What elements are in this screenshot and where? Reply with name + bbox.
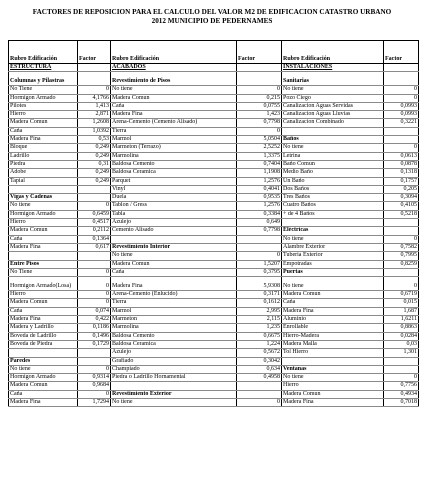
cell-factor-instalaciones: 0 — [384, 86, 419, 94]
cell-factor-estructura — [78, 72, 111, 86]
cell-factor-acabados — [237, 235, 282, 243]
cell-rubro-instalaciones: Canalizacion Aguas Servidas — [282, 102, 384, 110]
cell-rubro-instalaciones: Baño Comun — [282, 160, 384, 168]
cell-rubro-estructura: Caña — [9, 307, 78, 315]
section-heading-rubro-instalaciones: Eléctricas — [282, 227, 384, 235]
cell-rubro-estructura: No Tiene — [9, 268, 78, 276]
table-row — [9, 398, 419, 406]
section-heading-rubro-acabados: Revestimiento de Pisos — [111, 72, 237, 86]
cell-rubro-estructura: Hierro — [9, 111, 78, 119]
table-row — [9, 144, 419, 152]
cell-rubro-acabados: Azulejo — [111, 219, 237, 227]
table-row — [9, 152, 419, 160]
cell-rubro-acabados: Piedra o Ladrillo Hornamental — [111, 374, 237, 382]
cell-factor-instalaciones: 0,7018 — [384, 398, 419, 406]
cell-factor-instalaciones: 0,3221 — [384, 119, 419, 127]
cell-factor-estructura: 0,422 — [78, 316, 111, 324]
section-heading-rubro-estructura: Columnas y Pilastras — [9, 72, 78, 86]
cell-rubro-estructura — [9, 185, 78, 193]
cell-factor-acabados: 0,3042 — [237, 357, 282, 365]
cell-rubro-instalaciones: Hierro — [282, 382, 384, 390]
cell-factor-estructura: 2,871 — [78, 111, 111, 119]
table-row — [9, 316, 419, 324]
section-heading-rubro-estructura: Paredes — [9, 357, 78, 365]
cell-rubro-estructura: Madera Comun — [9, 382, 78, 390]
cell-factor-acabados: 0,3795 — [237, 268, 282, 276]
cell-rubro-acabados: Tierra — [111, 127, 237, 135]
table-row — [9, 252, 419, 260]
cell-factor-acabados: 0,4958 — [237, 374, 282, 382]
cell-factor-instalaciones: 0,7995 — [384, 252, 419, 260]
table-row — [9, 291, 419, 299]
table-row — [9, 365, 419, 373]
cell-factor-instalaciones: 0,0284 — [384, 332, 419, 340]
cell-factor-estructura — [78, 260, 111, 268]
cell-rubro-instalaciones: Alambre Exterior — [282, 243, 384, 251]
cell-rubro-acabados: Caña — [111, 102, 237, 110]
cell-factor-instalaciones: 0,1318 — [384, 169, 419, 177]
cell-factor-acabados: 0,7798 — [237, 227, 282, 235]
table-row — [9, 111, 419, 119]
cell-factor-estructura: 1,413 — [78, 102, 111, 110]
table-row — [9, 72, 419, 86]
cell-factor-estructura: 0,9684 — [78, 382, 111, 390]
cell-rubro-estructura: Boveda de Piedra — [9, 340, 78, 348]
cell-factor-acabados: 0,0755 — [237, 102, 282, 110]
cell-rubro-instalaciones: Un Baño — [282, 177, 384, 185]
cell-rubro-acabados: No tiene — [111, 398, 237, 406]
cell-rubro-acabados: Marmol — [111, 307, 237, 315]
cell-factor-instalaciones — [384, 136, 419, 144]
cell-rubro-acabados: Azulejo — [111, 349, 237, 357]
document-title-line-2: 2012 MUNICIPIO DE PEDERNAMES — [151, 17, 273, 25]
cell-factor-estructura: 0,6459 — [78, 210, 111, 218]
cell-rubro-instalaciones: Madera Comun — [282, 390, 384, 398]
table-row — [9, 260, 419, 268]
cell-factor-instalaciones: 0,1757 — [384, 177, 419, 185]
cell-factor-acabados: 1,423 — [237, 111, 282, 119]
cell-factor-estructura — [78, 194, 111, 202]
cell-factor-acabados: 0,4041 — [237, 185, 282, 193]
cell-rubro-instalaciones: No tiene — [282, 235, 384, 243]
table-row — [9, 332, 419, 340]
table-row — [9, 357, 419, 365]
cell-rubro-estructura: Madera Comun — [9, 227, 78, 235]
cell-factor-instalaciones: 0,0878 — [384, 160, 419, 168]
cell-factor-instalaciones: 0 — [384, 144, 419, 152]
cell-factor-acabados — [237, 64, 282, 72]
cell-rubro-estructura: Caña — [9, 235, 78, 243]
section-heading-rubro-acabados: Revestimiento Interior — [111, 243, 237, 251]
cell-rubro-acabados: Caña — [111, 268, 237, 276]
cell-factor-estructura: 0,074 — [78, 307, 111, 315]
cell-factor-acabados: 0,3171 — [237, 291, 282, 299]
table-header-row — [9, 41, 419, 64]
cell-rubro-estructura: Tapial — [9, 177, 78, 185]
cell-rubro-instalaciones: Caña — [282, 299, 384, 307]
cell-factor-instalaciones — [384, 268, 419, 276]
cell-rubro-instalaciones: + de 4 Baños — [282, 210, 384, 218]
cell-factor-estructura: 0,249 — [78, 169, 111, 177]
cell-factor-estructura — [78, 185, 111, 193]
cell-factor-acabados: 0,3384 — [237, 210, 282, 218]
cell-rubro-estructura: Ladrillo — [9, 152, 78, 160]
cell-rubro-estructura: No Tiene — [9, 86, 78, 94]
table-row — [9, 202, 419, 210]
table-row — [9, 119, 419, 127]
header-rubro-acabados: Rubro Edificación — [111, 41, 237, 64]
cell-rubro-estructura: Bloque — [9, 144, 78, 152]
cell-factor-acabados: 2,995 — [237, 307, 282, 315]
cell-rubro-acabados: Madera Comun — [111, 260, 237, 268]
table-row — [9, 349, 419, 357]
cell-rubro-estructura: No tiene — [9, 202, 78, 210]
table-row — [9, 194, 419, 202]
cell-rubro-acabados: Madera Comun — [111, 94, 237, 102]
cell-factor-instalaciones: 0 — [384, 277, 419, 291]
cell-rubro-estructura: Madera Fina — [9, 243, 78, 251]
cell-factor-acabados: 2,115 — [237, 316, 282, 324]
cell-factor-acabados: 5,0504 — [237, 136, 282, 144]
cell-factor-acabados: 1,224 — [237, 340, 282, 348]
cell-rubro-acabados: Baldosa Cemento — [111, 332, 237, 340]
table-row — [9, 177, 419, 185]
cell-factor-estructura: 1,2608 — [78, 119, 111, 127]
cell-rubro-estructura: Madera Fina — [9, 398, 78, 406]
cell-rubro-instalaciones: Madera Fina — [282, 398, 384, 406]
cell-rubro-acabados: Tablon / Gress — [111, 202, 237, 210]
cell-factor-estructura: 0,31 — [78, 160, 111, 168]
cell-factor-estructura: 0 — [78, 268, 111, 276]
cell-factor-acabados: 5,9308 — [237, 277, 282, 291]
cell-rubro-instalaciones: Enrollable — [282, 324, 384, 332]
cell-factor-estructura: 0 — [78, 202, 111, 210]
cell-factor-instalaciones: 1,6211 — [384, 316, 419, 324]
cell-factor-acabados — [237, 382, 282, 390]
cell-factor-acabados: 1,2576 — [237, 202, 282, 210]
cell-factor-acabados: 1,235 — [237, 324, 282, 332]
cell-factor-estructura: 0,617 — [78, 243, 111, 251]
cell-factor-instalaciones: 0,7582 — [384, 243, 419, 251]
cell-factor-estructura: 0,1186 — [78, 324, 111, 332]
cell-rubro-acabados: Marmeton (Terrazo) — [111, 144, 237, 152]
cell-rubro-estructura: Hormigon Armado — [9, 374, 78, 382]
cell-factor-acabados: 0,1612 — [237, 299, 282, 307]
cell-factor-instalaciones: 0,015 — [384, 299, 419, 307]
section-heading-rubro-instalaciones: Baños — [282, 136, 384, 144]
cell-rubro-estructura: Hormigon Armado — [9, 210, 78, 218]
cell-rubro-instalaciones: No tiene — [282, 144, 384, 152]
cell-factor-acabados: 0,649 — [237, 219, 282, 227]
cell-rubro-estructura: Piedra — [9, 160, 78, 168]
cell-rubro-acabados: Tierra — [111, 299, 237, 307]
cell-rubro-instalaciones: Medio Baño — [282, 169, 384, 177]
cell-factor-acabados: 0 — [237, 127, 282, 135]
cell-factor-instalaciones — [384, 357, 419, 365]
cell-rubro-estructura: Caña — [9, 127, 78, 135]
table-row — [9, 169, 419, 177]
cell-factor-acabados: 0,215 — [237, 94, 282, 102]
cell-factor-acabados: 2,5252 — [237, 144, 282, 152]
cell-factor-instalaciones: 0 — [384, 374, 419, 382]
reposition-factors-table — [8, 40, 419, 407]
cell-factor-estructura: 0 — [78, 365, 111, 373]
cell-factor-instalaciones: 0,6719 — [384, 291, 419, 299]
cell-rubro-acabados: No tiene — [111, 252, 237, 260]
cell-factor-instalaciones: 0,7756 — [384, 382, 419, 390]
cell-factor-instalaciones: 0,8863 — [384, 324, 419, 332]
cell-rubro-instalaciones: Madera Malla — [282, 340, 384, 348]
cell-rubro-instalaciones: Dos Baños — [282, 185, 384, 193]
cell-factor-acabados: 0 — [237, 398, 282, 406]
section-heading-rubro-instalaciones: Ventanas — [282, 365, 384, 373]
cell-factor-instalaciones: 0 — [384, 94, 419, 102]
cell-factor-instalaciones: 0,0613 — [384, 152, 419, 160]
cell-rubro-acabados: Marmolina — [111, 152, 237, 160]
cell-rubro-estructura: Hormigon Armado — [9, 94, 78, 102]
cell-factor-estructura: 4,1766 — [78, 94, 111, 102]
table-row — [9, 219, 419, 227]
cell-rubro-estructura: No tiene — [9, 365, 78, 373]
cell-rubro-acabados: Marmeton — [111, 316, 237, 324]
table-row — [9, 185, 419, 193]
cell-factor-estructura — [78, 357, 111, 365]
cell-rubro-instalaciones: Madera Fina — [282, 307, 384, 315]
cell-rubro-acabados: Duela — [111, 194, 237, 202]
cell-factor-instalaciones: 0,4105 — [384, 202, 419, 210]
cell-rubro-instalaciones: Tol Hierro — [282, 349, 384, 357]
cell-factor-acabados: 1,5207 — [237, 260, 282, 268]
table-row — [9, 64, 419, 72]
cell-factor-instalaciones: 0,3094 — [384, 194, 419, 202]
header-factor-acabados: Factor — [237, 41, 282, 64]
table-row — [9, 324, 419, 332]
table-row — [9, 235, 419, 243]
cell-factor-estructura: 0,1496 — [78, 332, 111, 340]
cell-rubro-instalaciones: Madera Comun — [282, 291, 384, 299]
cell-factor-instalaciones — [384, 219, 419, 227]
cell-factor-acabados: 0,9535 — [237, 194, 282, 202]
cell-factor-estructura — [78, 252, 111, 260]
cell-factor-instalaciones — [384, 64, 419, 72]
cell-factor-estructura: 1,0392 — [78, 127, 111, 135]
section-heading-rubro-acabados: ACABADOS — [111, 64, 237, 72]
table-row — [9, 210, 419, 218]
cell-factor-acabados — [237, 243, 282, 251]
cell-factor-acabados: 0,5672 — [237, 349, 282, 357]
table-row — [9, 299, 419, 307]
cell-factor-estructura: 0,249 — [78, 152, 111, 160]
table-row — [9, 268, 419, 276]
cell-factor-estructura: 0,4517 — [78, 219, 111, 227]
cell-rubro-acabados: Marmol — [111, 136, 237, 144]
table-row — [9, 307, 419, 315]
table-row — [9, 136, 419, 144]
table-row — [9, 243, 419, 251]
header-rubro-estructura: Rubro Edificación — [9, 41, 78, 64]
cell-factor-instalaciones: 0,8259 — [384, 260, 419, 268]
cell-rubro-acabados: Tabla — [111, 210, 237, 218]
cell-factor-acabados: 1,1908 — [237, 169, 282, 177]
cell-rubro-instalaciones: Canalizacion Aguas Lluvias — [282, 111, 384, 119]
table-row — [9, 340, 419, 348]
table-row — [9, 382, 419, 390]
cell-rubro-estructura: Hierro — [9, 291, 78, 299]
cell-rubro-acabados: Baldosa Ceramica — [111, 340, 237, 348]
cell-factor-estructura: 0 — [78, 390, 111, 398]
cell-factor-acabados: 1,3375 — [237, 152, 282, 160]
cell-rubro-acabados: No tiene — [111, 86, 237, 94]
table-row — [9, 277, 419, 291]
cell-rubro-instalaciones: Pozo Ciego — [282, 94, 384, 102]
cell-factor-acabados — [237, 72, 282, 86]
cell-rubro-instalaciones: Empotradas — [282, 260, 384, 268]
cell-factor-acabados: 0,634 — [237, 365, 282, 373]
cell-factor-instalaciones: 0,0993 — [384, 102, 419, 110]
cell-factor-instalaciones: 1,687 — [384, 307, 419, 315]
cell-factor-instalaciones: 0 — [384, 235, 419, 243]
section-heading-rubro-estructura: ESTRUCTURA — [9, 64, 78, 72]
cell-rubro-instalaciones — [282, 357, 384, 365]
cell-rubro-acabados: Madera Fina — [111, 277, 237, 291]
table-row — [9, 127, 419, 135]
cell-factor-estructura — [78, 349, 111, 357]
cell-rubro-estructura: Caña — [9, 390, 78, 398]
cell-factor-instalaciones — [384, 365, 419, 373]
cell-rubro-acabados — [111, 235, 237, 243]
cell-factor-acabados — [237, 390, 282, 398]
cell-factor-instalaciones — [384, 127, 419, 135]
section-heading-rubro-instalaciones: Sanitarias — [282, 72, 384, 86]
cell-rubro-acabados: Arena-Cemento (Enlucido) — [111, 291, 237, 299]
cell-rubro-acabados: Baldosa Cemento — [111, 160, 237, 168]
cell-rubro-instalaciones: Tres Baños — [282, 194, 384, 202]
section-heading-rubro-instalaciones: INSTALACIONES — [282, 64, 384, 72]
table-row — [9, 160, 419, 168]
cell-factor-acabados: 0,7404 — [237, 160, 282, 168]
cell-rubro-acabados: Cemento Alisado — [111, 227, 237, 235]
cell-factor-instalaciones: 0,205 — [384, 185, 419, 193]
cell-factor-estructura: 0 — [78, 277, 111, 291]
cell-factor-estructura: 0 — [78, 86, 111, 94]
table-row — [9, 102, 419, 110]
cell-rubro-instalaciones: Hierro-Madera — [282, 332, 384, 340]
cell-rubro-instalaciones — [282, 127, 384, 135]
cell-factor-estructura: 0,1364 — [78, 235, 111, 243]
cell-rubro-estructura: Hierro — [9, 219, 78, 227]
header-factor-instalaciones: Factor — [384, 41, 419, 64]
cell-factor-instalaciones — [384, 72, 419, 86]
cell-factor-estructura: 0,1729 — [78, 340, 111, 348]
header-factor-estructura: Factor — [78, 41, 111, 64]
cell-factor-acabados: 0,6675 — [237, 332, 282, 340]
cell-rubro-estructura — [9, 349, 78, 357]
table-row — [9, 374, 419, 382]
cell-rubro-instalaciones: Canalizacion Combinado — [282, 119, 384, 127]
cell-rubro-estructura: Adobe — [9, 169, 78, 177]
section-heading-rubro-estructura: Entre Pisos — [9, 260, 78, 268]
cell-rubro-acabados: Baldosa Ceramica — [111, 169, 237, 177]
cell-factor-acabados: 0 — [237, 86, 282, 94]
cell-rubro-instalaciones: Aluminio — [282, 316, 384, 324]
cell-rubro-estructura: Madera Fina — [9, 136, 78, 144]
cell-factor-estructura: 0 — [78, 299, 111, 307]
cell-factor-instalaciones: 1,301 — [384, 349, 419, 357]
cell-factor-instalaciones — [384, 227, 419, 235]
cell-rubro-acabados: Grafiado — [111, 357, 237, 365]
cell-factor-estructura: 0,9314 — [78, 374, 111, 382]
table-row — [9, 94, 419, 102]
cell-factor-estructura: 0,53 — [78, 136, 111, 144]
cell-rubro-estructura: Boveda de Ladrillo — [9, 332, 78, 340]
header-rubro-instalaciones: Rubro Edificación — [282, 41, 384, 64]
cell-factor-estructura: 1,7294 — [78, 398, 111, 406]
cell-rubro-acabados: Marmolina — [111, 324, 237, 332]
cell-rubro-acabados: Madera Fina — [111, 111, 237, 119]
cell-rubro-instalaciones: Letrina — [282, 152, 384, 160]
cell-factor-instalaciones: 0,4934 — [384, 390, 419, 398]
table-row — [9, 86, 419, 94]
cell-rubro-acabados: Vinyl — [111, 185, 237, 193]
cell-factor-estructura: 0,249 — [78, 177, 111, 185]
cell-rubro-estructura: Pilotes — [9, 102, 78, 110]
cell-rubro-instalaciones: Tuberia Exterior — [282, 252, 384, 260]
cell-rubro-estructura: Madera Comun — [9, 299, 78, 307]
cell-rubro-estructura: Madera y Ladrillo — [9, 324, 78, 332]
cell-rubro-estructura: Hormigon Armado(Losa) — [9, 277, 78, 291]
section-heading-rubro-instalaciones: Puertas — [282, 268, 384, 276]
table-row — [9, 227, 419, 235]
cell-factor-instalaciones: 0,0993 — [384, 111, 419, 119]
cell-factor-estructura — [78, 64, 111, 72]
cell-rubro-estructura — [9, 252, 78, 260]
cell-rubro-acabados: Arena-Cemento (Cemento Alisado) — [111, 119, 237, 127]
cell-rubro-estructura: Madera Fina — [9, 316, 78, 324]
cell-rubro-instalaciones: No tiene — [282, 86, 384, 94]
cell-factor-estructura: 0,2112 — [78, 227, 111, 235]
section-heading-rubro-estructura: Vigas y Cadenas — [9, 194, 78, 202]
cell-rubro-acabados: Champiado — [111, 365, 237, 373]
cell-factor-acabados: 1,2576 — [237, 177, 282, 185]
cell-rubro-instalaciones: No tiene — [282, 277, 384, 291]
cell-factor-acabados: 0 — [237, 252, 282, 260]
cell-rubro-instalaciones: Cuatro Baños — [282, 202, 384, 210]
cell-factor-estructura: 0,249 — [78, 144, 111, 152]
cell-factor-estructura: 0 — [78, 291, 111, 299]
cell-factor-instalaciones: 0,5218 — [384, 210, 419, 218]
cell-rubro-acabados: Parquet — [111, 177, 237, 185]
section-heading-rubro-acabados: Revestimiento Exterior — [111, 390, 237, 398]
cell-factor-acabados: 0,7798 — [237, 119, 282, 127]
cell-rubro-instalaciones — [282, 219, 384, 227]
document-title-line-1: FACTORES DE REPOSICION PARA EL CALCULO DEL VALOR M2 DE EDIFICACION CATASTRO URBANO — [32, 8, 392, 16]
table-row — [9, 390, 419, 398]
cell-rubro-acabados — [111, 382, 237, 390]
cell-rubro-instalaciones: No tiene — [282, 374, 384, 382]
cell-rubro-estructura: Madera Comun — [9, 119, 78, 127]
cell-factor-instalaciones: 0,03 — [384, 340, 419, 348]
